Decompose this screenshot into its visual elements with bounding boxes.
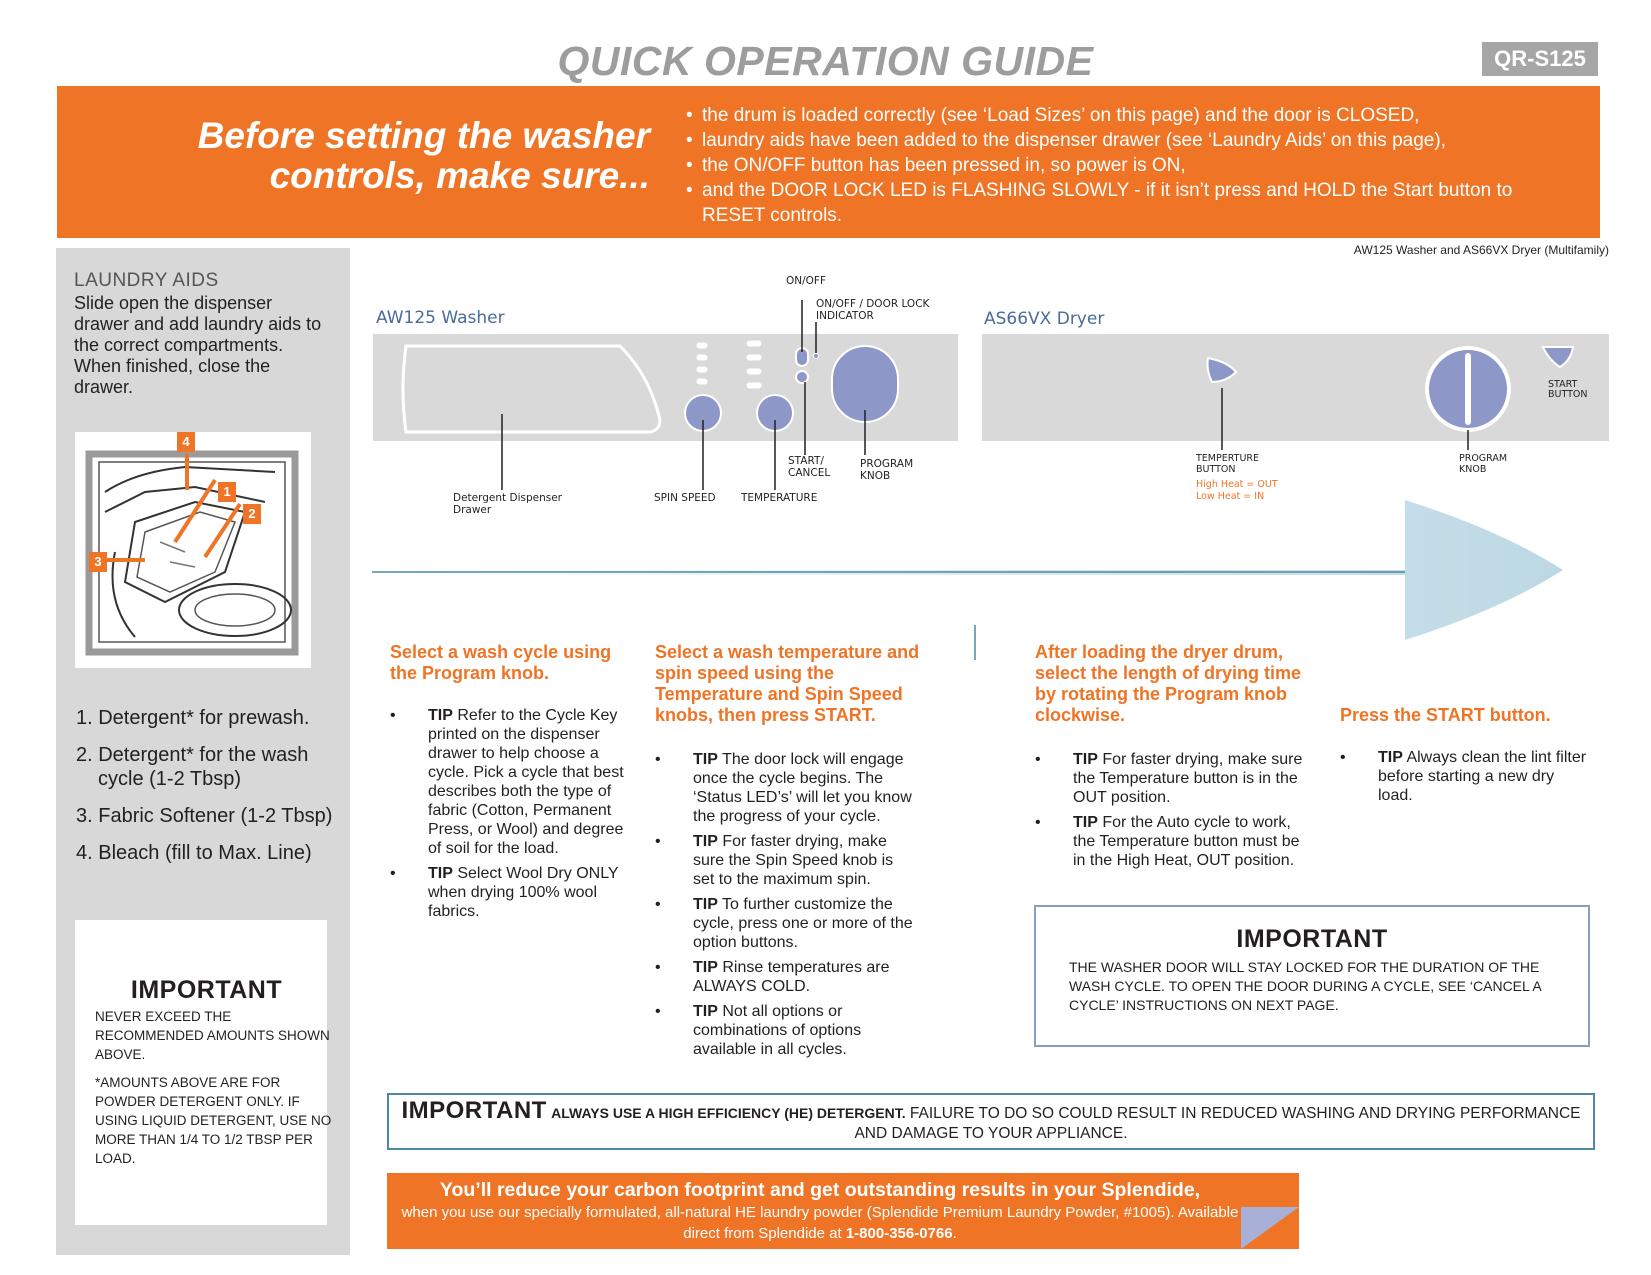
dispenser-drawer-label — [453, 492, 562, 516]
label-line: INDICATOR — [816, 310, 874, 322]
callout-2: 2 — [248, 506, 256, 521]
tip-text: Select Wool Dry ONLY when drying 100% wool fabrics. — [428, 865, 619, 920]
tip-label: TIP — [1073, 751, 1098, 768]
checklist-item: • laundry aids have been added to the dispenser drawer (see ‘Laundry Aids’ on this page), — [686, 128, 1566, 153]
tip-text: Rinse temperatures are ALWAYS COLD. — [693, 959, 890, 995]
tip-label: TIP — [693, 896, 718, 913]
step3-tips — [1035, 750, 1305, 876]
label-line: START/ — [788, 455, 824, 467]
washer-label: AW125 Washer — [376, 308, 505, 328]
label-line: PROGRAM — [860, 458, 914, 470]
checklist-item: • the drum is loaded correctly (see ‘Load Sizes’ on this page) and the door is CLOSED, — [686, 103, 1566, 128]
he-notice-bold: ALWAYS USE A HIGH EFFICIENCY (HE) DETERGENT. — [551, 1105, 906, 1121]
tip-label: TIP — [693, 833, 718, 850]
list-item: 2. Detergent* for the wash cycle (1-2 Tbsp) — [76, 744, 309, 790]
tip-item — [655, 1002, 917, 1059]
important-paragraph: *AMOUNTS ABOVE ARE FOR POWDER DETERGENT ONLY. IF USING LIQUID DETERGENT, USE NO MORE THAN 1/4 TO 1/2 TBSP PER LOAD. — [95, 1075, 332, 1166]
model-note: AW125 Washer and AS66VX Dryer (Multifamily) — [1353, 243, 1609, 257]
dryer-start-label — [1548, 380, 1588, 400]
tip-item — [1340, 748, 1590, 805]
dryer-label: AS66VX Dryer — [984, 309, 1105, 329]
tip-label: TIP — [693, 1003, 718, 1020]
list-item: 3. Fabric Softener (1-2 Tbsp) — [76, 805, 333, 827]
tip-item — [655, 958, 917, 996]
tip-item — [390, 706, 640, 858]
step1-tips — [390, 706, 640, 927]
promo-end: . — [952, 1225, 957, 1242]
laundry-aids-text: Slide open the dispenser drawer and add laundry aids to the correct compartments. When finished, close the drawer. — [74, 293, 322, 397]
tip-text: To further customize the cycle, press one or more of the option buttons. — [693, 896, 913, 951]
dispenser-drawer-handle — [403, 346, 660, 432]
list-item: 4. Bleach (fill to Max. Line) — [76, 842, 312, 864]
checklist-item: • and the DOOR LOCK LED is FLASHING SLOWLY - if it isn’t press and HOLD the Start button to RESET controls. — [686, 178, 1566, 228]
banner-heading-line2: controls, make sure... — [269, 155, 650, 196]
tip-text: For faster drying, make sure the Spin Speed knob is set to the maximum spin. — [693, 833, 894, 888]
tip-text: Not all options or combinations of options available in all cycles. — [693, 1003, 862, 1058]
step4-heading: Press the START button. — [1340, 705, 1551, 725]
page-title: QUICK OPERATION GUIDE — [557, 38, 1094, 84]
tip-label: TIP — [428, 865, 453, 882]
tip-text: The door lock will engage once the cycle begins. The ‘Status LED’s’ will let you know the progress of your cycle. — [693, 751, 912, 825]
label-line: ON/OFF / DOOR LOCK — [816, 298, 930, 310]
label-line: Detergent Dispenser — [453, 492, 562, 504]
flow-arrow — [372, 500, 1563, 640]
tip-label: TIP — [1073, 814, 1098, 831]
tip-label: TIP — [428, 707, 453, 724]
label-line: Drawer — [453, 504, 492, 516]
dryer-temperature-label — [1196, 453, 1259, 475]
step2-heading: Select a wash temperature and spin speed using the Temperature and Spin Speed knobs, then press START. — [655, 642, 920, 725]
promo-heading: You’ll reduce your carbon footprint and get outstanding results in your Splendide, — [439, 1179, 1201, 1201]
banner-heading-line1: Before setting the washer — [197, 115, 650, 156]
tip-text: For the Auto cycle to work, the Temperature button must be in the High Heat, OUT position. — [1073, 814, 1300, 869]
spin-speed-label: SPIN SPEED — [654, 492, 716, 504]
label-line: START — [1548, 379, 1578, 390]
tip-text: For faster drying, make sure the Temperature button is in the OUT position. — [1073, 751, 1303, 806]
tip-text: Refer to the Cycle Key printed on the dispenser drawer to help choose a cycle. Pick a cycle that best describes both the type of fabric (Cotton, Permanent Press, or Wool) and degree of soil for the load. — [428, 707, 624, 857]
important-paragraph: NEVER EXCEED THE RECOMMENDED AMOUNTS SHOWN ABOVE. — [95, 1009, 330, 1062]
label-line: BUTTON — [1548, 389, 1588, 400]
tip-text: Always clean the lint filter before starting a new dry load. — [1378, 749, 1587, 804]
model-badge: QR-S125 — [1482, 42, 1598, 76]
important-title-left: IMPORTANT — [130, 976, 283, 1004]
label-line: BUTTON — [1196, 464, 1236, 475]
tip-item — [655, 750, 917, 826]
laundry-aids-list — [76, 706, 346, 878]
high-heat-note: High Heat = OUT — [1196, 479, 1278, 490]
tip-label: TIP — [1378, 749, 1403, 766]
he-notice-text: FAILURE TO DO SO COULD RESULT IN REDUCED WASHING AND DRYING PERFORMANCE AND DAMAGE TO YOUR APPLIANCE. — [854, 1105, 1581, 1142]
start-cancel-label — [788, 455, 830, 479]
step4-tips — [1340, 748, 1590, 811]
callout-4: 4 — [182, 434, 190, 449]
label-line: PROGRAM — [1459, 453, 1508, 464]
laundry-aids-heading: LAUNDRY AIDS — [74, 270, 219, 291]
promo-body-text: when you use our specially formulated, all-natural HE laundry powder (Splendide Premium Laundry Powder, #1005). Available direct from Splendide at — [401, 1204, 1239, 1242]
label-line: TEMPERTURE — [1196, 453, 1260, 464]
callout-3: 3 — [94, 554, 102, 569]
tip-item — [655, 895, 917, 952]
label-line: KNOB — [1459, 464, 1487, 475]
important-text-right: THE WASHER DOOR WILL STAY LOCKED FOR THE DURATION OF THE WASH CYCLE. TO OPEN THE DOOR DURING A CYCLE, SEE ‘CANCEL A CYCLE’ INSTRUCTIONS ON NEXT PAGE. — [1069, 959, 1541, 1013]
promo-phone: 1-800-356-0766 — [845, 1225, 953, 1242]
heat-setting-legend — [1196, 479, 1278, 503]
door-lock-indicator-led — [814, 354, 819, 359]
tip-item — [390, 864, 640, 921]
on-off-label: ON/OFF — [786, 275, 827, 287]
dryer-panel — [982, 334, 1609, 441]
low-heat-note: Low Heat = IN — [1196, 491, 1265, 502]
dryer-knob-grip — [1465, 353, 1471, 425]
tip-label: TIP — [693, 751, 718, 768]
temperature-label: TEMPERATURE — [741, 492, 818, 504]
step2-tips — [655, 750, 917, 1065]
tip-item — [655, 832, 917, 889]
dryer-program-knob-label — [1459, 453, 1507, 475]
start-cancel-button[interactable] — [796, 371, 808, 383]
promo-text — [400, 1178, 1240, 1244]
checklist-item: • the ON/OFF button has been pressed in, so power is ON, — [686, 153, 1566, 178]
door-lock-indicator-label — [816, 298, 929, 322]
tip-item — [1035, 750, 1305, 807]
label-line: CANCEL — [788, 467, 831, 479]
he-detergent-notice — [387, 1097, 1595, 1144]
page-curl-icon — [1241, 1207, 1299, 1249]
he-notice-title: IMPORTANT — [401, 1097, 547, 1124]
important-text-left — [95, 1007, 335, 1177]
label-line: KNOB — [860, 470, 891, 482]
tip-label: TIP — [693, 959, 718, 976]
callout-1: 1 — [223, 484, 231, 499]
list-item: 1. Detergent* for prewash. — [76, 707, 310, 729]
step3-heading: After loading the dryer drum, select the length of drying time by rotating the Program knob clockwise. — [1035, 642, 1302, 725]
washer-program-knob-label — [860, 458, 913, 482]
tip-item — [1035, 813, 1305, 870]
promo-body — [400, 1202, 1240, 1244]
important-title-right: IMPORTANT — [1236, 925, 1388, 953]
step1-heading: Select a wash cycle using the Program knob. — [390, 642, 612, 683]
